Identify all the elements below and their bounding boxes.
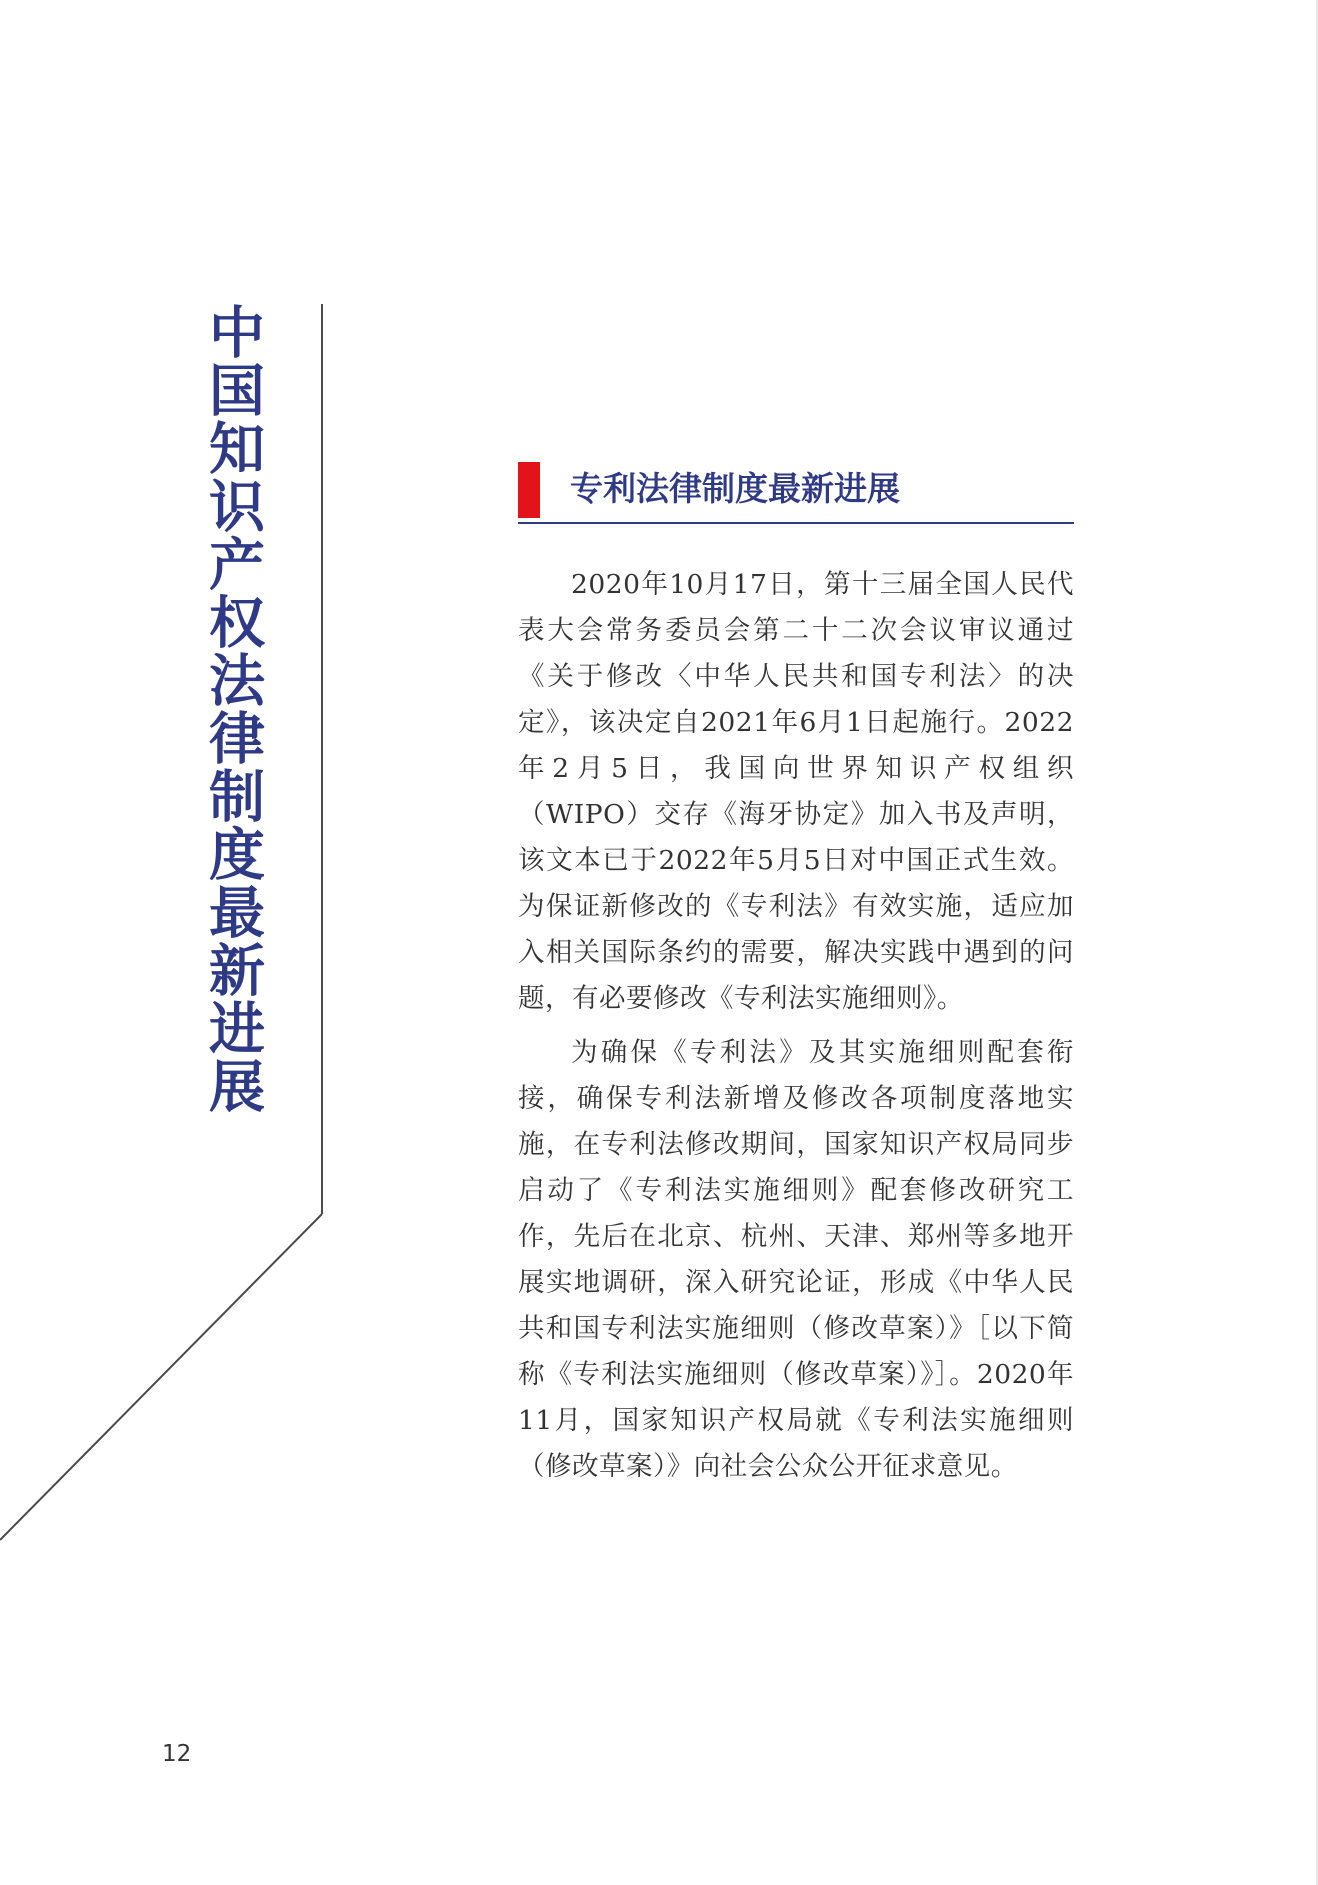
- page-number: 12: [162, 1741, 192, 1767]
- paragraph-2: 为确保《专利法》及其实施细则配套衔接，确保专利法新增及修改各项制度落地实施，在专利法修改期间，国家知识产权局同步启动了《专利法实施细则》配套修改研究工作，先后在北京、杭州、天津、郑州等多地开展实地调研，深入研究论证，形成《中华人民共和国专利法实施细则（修改草案）》［以下简称《专利法实施细则（修改草案）》］。2020年11月，国家知识产权局就《专利法实施细则（修改草案）》向社会公众公开征求意见。: [518, 1037, 1074, 1482]
- section-body: [518, 562, 1074, 1498]
- frame-diagonal-line: [0, 1214, 322, 1540]
- section-header: [518, 460, 1074, 524]
- section-title-underline: [518, 522, 1074, 524]
- section-title: 专利法律制度最新进展: [570, 469, 900, 508]
- section-marker: [518, 462, 540, 518]
- paragraph-1: 2020年10月17日，第十三届全国人民代表大会常务委员会第二十二次会议审议通过《关于修改〈中华人民共和国专利法〉的决定》，该决定自2021年6月1日起施行。2022年2月5日，我国向世界知识产权组织（WIPO）交存《海牙协定》加入书及声明，该文本已于2022年5月5日对中国正式生效。为保证新修改的《专利法》有效实施，适应加入相关国际条约的需要，解决实践中遇到的问题，有必要修改《专利法实施细则》。: [518, 569, 1074, 1014]
- chapter-title: 中国知识产权法律制度最新进展: [200, 303, 265, 1115]
